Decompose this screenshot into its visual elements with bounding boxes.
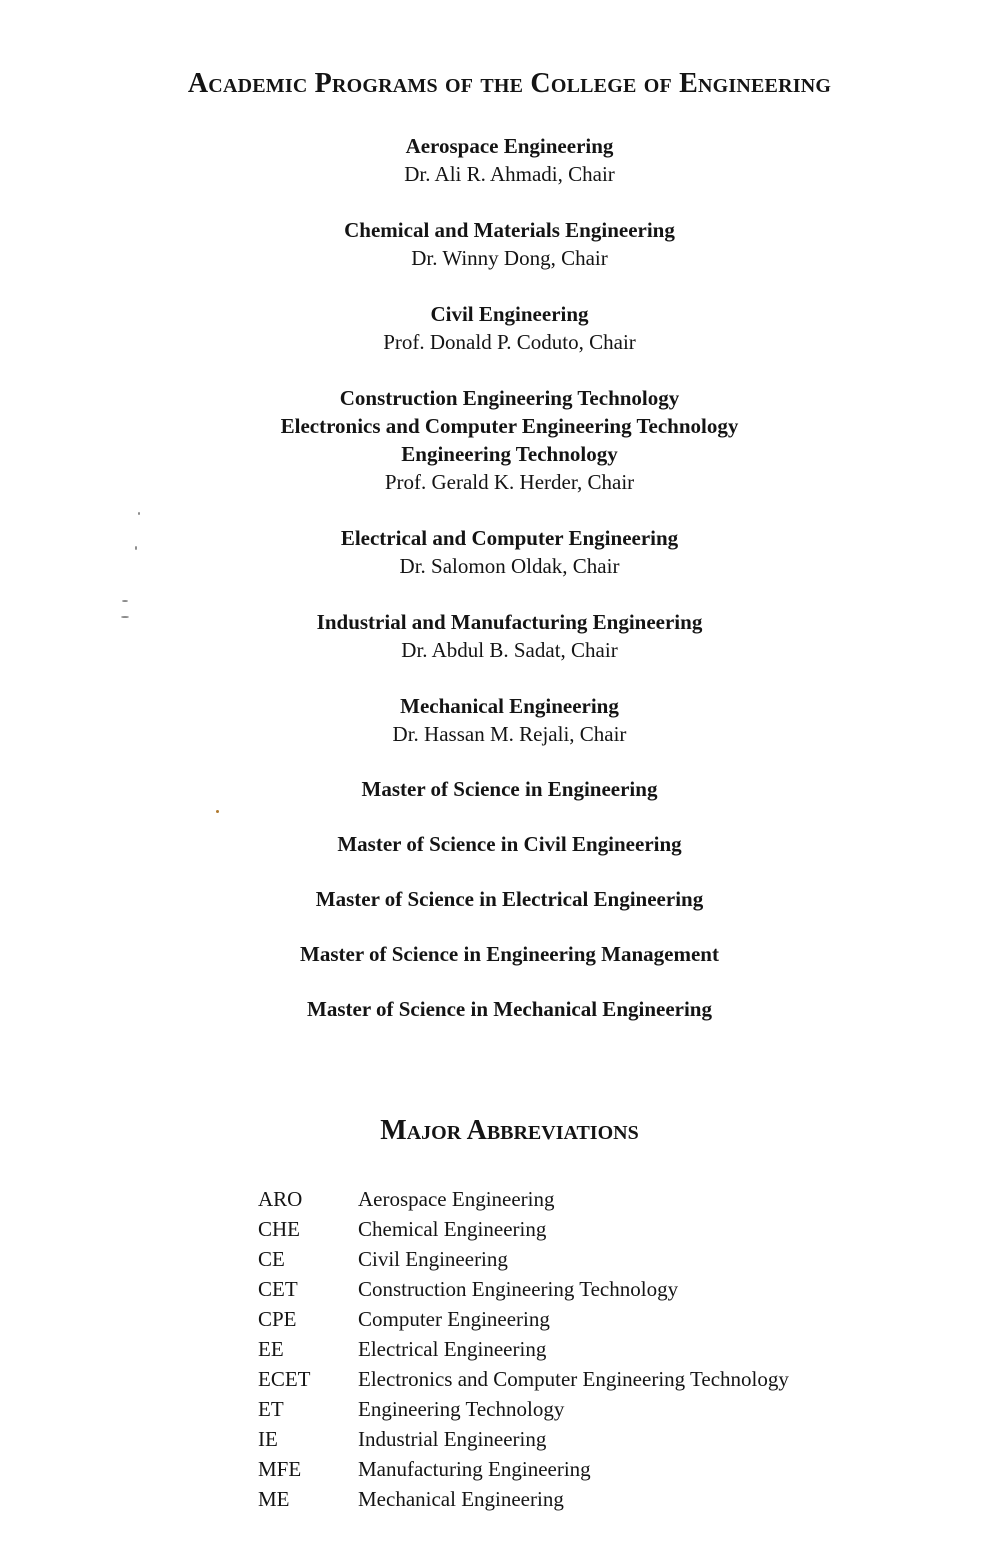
program-chair: Dr. Winny Dong, Chair [411, 246, 608, 270]
masters-list [0, 776, 989, 1023]
masters-program: Master of Science in Engineering [361, 777, 658, 801]
abbreviation-code: ME [258, 1487, 290, 1511]
abbreviation-row [258, 1424, 789, 1454]
program-chair: Prof. Gerald K. Herder, Chair [384, 470, 635, 494]
abbreviation-code: ECET [258, 1367, 311, 1391]
program-name: Aerospace Engineering [405, 134, 614, 158]
abbreviation-meaning: Electronics and Computer Engineering Technology [358, 1367, 789, 1391]
abbreviation-code: EE [258, 1337, 284, 1361]
abbreviation-row [258, 1214, 789, 1244]
abbreviation-row [258, 1394, 789, 1424]
program-name: Mechanical Engineering [400, 694, 619, 718]
programs-list [0, 132, 989, 1051]
program-name: Electrical and Computer Engineering [340, 526, 679, 550]
masters-program: Master of Science in Engineering Management [300, 942, 719, 966]
program-name: Construction Engineering Technology [339, 386, 680, 410]
program-block [0, 608, 989, 664]
program-block [0, 384, 989, 496]
program-block [0, 216, 989, 272]
abbreviation-row [258, 1454, 789, 1484]
abbreviation-meaning: Electrical Engineering [358, 1337, 547, 1361]
page-title: Academic Programs of the College of Engineering [187, 68, 832, 99]
program-block [0, 132, 989, 188]
abbreviation-meaning: Mechanical Engineering [358, 1487, 564, 1511]
scan-speck [135, 546, 137, 550]
abbreviation-meaning: Aerospace Engineering [358, 1187, 555, 1211]
program-chair: Dr. Hassan M. Rejali, Chair [392, 722, 627, 746]
program-name: Industrial and Manufacturing Engineering [316, 610, 703, 634]
program-name: Civil Engineering [430, 302, 589, 326]
program-block [0, 524, 989, 580]
scan-speck [122, 600, 128, 602]
abbreviation-meaning: Civil Engineering [358, 1247, 508, 1271]
program-name: Chemical and Materials Engineering [344, 218, 675, 242]
program-name: Electronics and Computer Engineering Technology [280, 414, 739, 438]
abbreviation-row [258, 1244, 789, 1274]
program-chair: Dr. Salomon Oldak, Chair [399, 554, 620, 578]
abbreviation-row [258, 1334, 789, 1364]
abbreviation-code: CET [258, 1277, 298, 1301]
program-chair: Dr. Abdul B. Sadat, Chair [401, 638, 618, 662]
abbreviation-row [258, 1274, 789, 1304]
abbreviation-meaning: Construction Engineering Technology [358, 1277, 679, 1301]
masters-program: Master of Science in Mechanical Engineering [307, 997, 712, 1021]
masters-program: Master of Science in Electrical Engineering [315, 887, 704, 911]
abbreviation-row [258, 1484, 789, 1514]
program-block [0, 300, 989, 356]
abbreviation-code: CE [258, 1247, 285, 1271]
abbreviation-code: MFE [258, 1457, 302, 1481]
abbreviations-table [258, 1184, 789, 1514]
abbreviations-title: Major Abbreviations [380, 1115, 639, 1146]
abbreviation-row [258, 1184, 789, 1214]
abbreviation-code: IE [258, 1427, 278, 1451]
abbreviation-code: ET [258, 1397, 284, 1421]
abbreviation-meaning: Chemical Engineering [358, 1217, 547, 1241]
program-chair: Prof. Donald P. Coduto, Chair [383, 330, 636, 354]
abbreviation-meaning: Industrial Engineering [358, 1427, 547, 1451]
program-block [0, 692, 989, 748]
scan-speck [216, 810, 219, 813]
program-name: Engineering Technology [401, 442, 618, 466]
masters-program: Master of Science in Civil Engineering [337, 832, 682, 856]
abbreviation-meaning: Computer Engineering [358, 1307, 550, 1331]
abbreviation-meaning: Engineering Technology [358, 1397, 565, 1421]
abbreviation-meaning: Manufacturing Engineering [358, 1457, 591, 1481]
abbreviation-row [258, 1304, 789, 1334]
abbreviation-code: CPE [258, 1307, 297, 1331]
scan-speck [121, 616, 129, 618]
abbreviation-code: CHE [258, 1217, 300, 1241]
program-chair: Dr. Ali R. Ahmadi, Chair [404, 162, 615, 186]
abbreviation-code: ARO [258, 1187, 303, 1211]
scan-speck [138, 512, 140, 515]
abbreviation-row [258, 1364, 789, 1394]
